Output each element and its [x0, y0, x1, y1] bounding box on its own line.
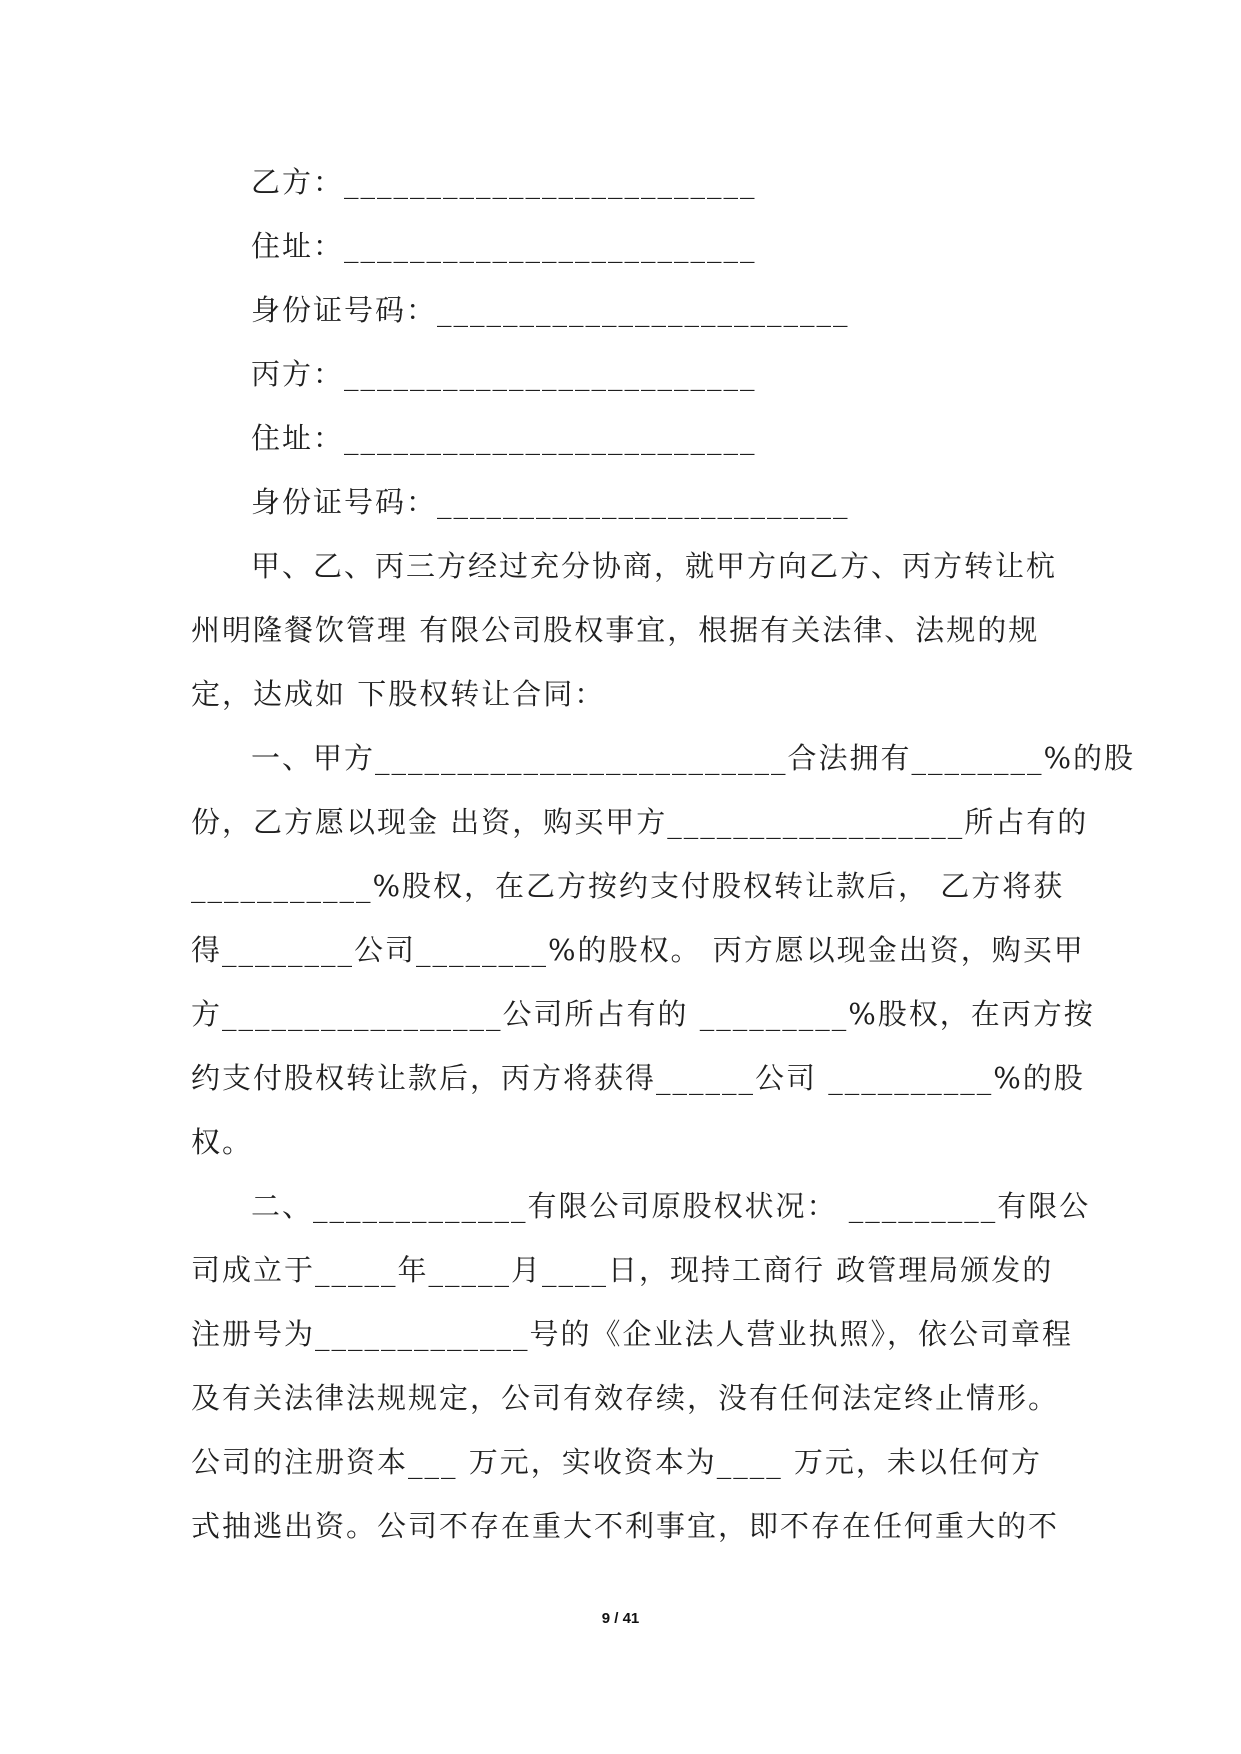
intro-paragraph — [191, 534, 1058, 726]
party-c-id-field: 身份证号码：_________________________ — [251, 485, 850, 519]
text-line: 式抽逃出资。公司不存在重大不利事宜，即不存在任何重大的不 — [191, 1509, 1060, 1543]
text-line: 甲、乙、丙三方经过充分协商，就甲方向乙方、丙方转让杭 — [251, 549, 1058, 583]
clause-one-paragraph — [191, 726, 1136, 1174]
text-line: 份，乙方愿以现金 出资，购买甲方__________________所占有的 — [191, 805, 1089, 839]
page-number: 9 / 41 — [601, 1610, 640, 1627]
text-line: 二、_____________有限公司原股权状况： _________有限公 — [251, 1189, 1091, 1223]
party-c-name-field: 丙方：_________________________ — [251, 357, 757, 391]
text-line: 州明隆餐饮管理 有限公司股权事宜，根据有关法律、法规的规 — [191, 613, 1040, 647]
document-page — [191, 150, 1136, 1558]
text-line: 一、甲方_________________________合法拥有________%的股 — [251, 741, 1136, 775]
party-b-address-field: 住址：_________________________ — [251, 229, 757, 263]
text-line: 权。 — [191, 1125, 254, 1159]
clause-two-paragraph — [191, 1174, 1091, 1558]
text-line: ___________%股权，在乙方按约支付股权转让款后， 乙方将获 — [191, 869, 1065, 903]
text-line: 得________公司________%的股权。 丙方愿以现金出资，购买甲 — [191, 933, 1085, 967]
text-line: 定，达成如 下股权转让合同： — [191, 677, 606, 711]
text-line: 约支付股权转让款后，丙方将获得______公司 __________%的股 — [191, 1061, 1085, 1095]
text-line: 司成立于_____年_____月____日，现持工商行 政管理局颁发的 — [191, 1253, 1054, 1287]
text-line: 方_________________公司所占有的 _________%股权，在丙方按 — [191, 997, 1095, 1031]
text-line: 注册号为_____________号的《企业法人营业执照》，依公司章程 — [191, 1317, 1074, 1351]
text-line: 公司的注册资本___ 万元，实收资本为____ 万元，未以任何方 — [191, 1445, 1042, 1479]
party-c-address-field: 住址：_________________________ — [251, 421, 757, 455]
text-line: 及有关法律法规规定，公司有效存续，没有任何法定终止情形。 — [191, 1381, 1060, 1415]
party-b-name-field: 乙方：_________________________ — [251, 165, 757, 199]
party-b-id-field: 身份证号码：_________________________ — [251, 293, 850, 327]
